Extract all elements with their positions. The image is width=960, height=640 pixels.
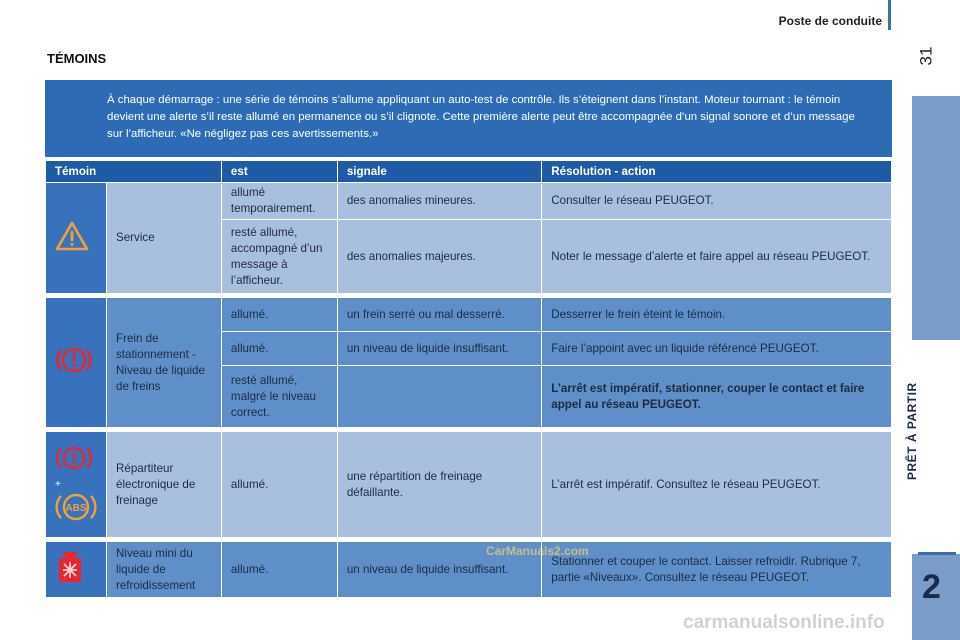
- temoin-name: Répartiteur électronique de freinage: [107, 432, 222, 538]
- table-row: [46, 298, 892, 332]
- cell-est: resté allumé, accompagné d’un message à l’afficheur.: [221, 220, 337, 294]
- page-number: 31: [916, 46, 936, 66]
- cell-action: L’arrêt est impératif, stationner, couper le contact et faire appel au réseau PEUGEOT.: [542, 366, 892, 428]
- table-header-row: [46, 161, 892, 183]
- intro-text: À chaque démarrage : une série de témoins s’allume appliquant un auto-test de contrôle. Ils s’éteignent dans l’instant. Moteur tournant : le témoin devient une alerte s’il reste allumé en permanence ou s’il clignote. Cette première alerte peut être accompagnée d’un signal sonore et d’un message sur l’afficheur. «Ne négligez pas ces avertissements.»: [107, 94, 855, 140]
- temoin-name: Frein de stationnement - Niveau de liquide de freins: [107, 298, 222, 428]
- header-temoin: Témoin: [46, 161, 222, 183]
- watermark-carmanualsonline: carmanualsonline.info: [683, 612, 885, 633]
- temoin-name: Service: [107, 183, 222, 294]
- table-row: [46, 183, 892, 220]
- cell-action: L’arrêt est impératif. Consultez le réseau PEUGEOT.: [542, 432, 892, 538]
- cell-signale: une répartition de freinage défaillante.: [337, 432, 541, 538]
- coolant-level-icon: [46, 542, 107, 598]
- cell-est: allumé.: [221, 432, 337, 538]
- cell-signale: des anomalies mineures.: [337, 183, 541, 220]
- cell-est: allumé.: [221, 332, 337, 366]
- chapter-label: PRÊT À PARTIR: [905, 382, 919, 480]
- cell-action: Noter le message d’alerte et faire appel au réseau PEUGEOT.: [542, 220, 892, 294]
- chapter-number: 2: [922, 568, 941, 606]
- section-title: TÉMOINS: [47, 51, 107, 66]
- chapter-band-gap: [912, 340, 960, 554]
- cell-signale: un frein serré ou mal desserré.: [337, 298, 541, 332]
- table-row: [46, 542, 892, 598]
- warning-lights-table: [45, 160, 892, 598]
- cell-action: Faire l’appoint avec un liquide référencé PEUGEOT.: [542, 332, 892, 366]
- cell-est: allumé.: [221, 298, 337, 332]
- brake-abs-icon: [46, 432, 107, 538]
- header-est: est: [221, 161, 337, 183]
- cell-action: Desserrer le frein éteint le témoin.: [542, 298, 892, 332]
- cell-signale: un niveau de liquide insuffisant.: [337, 332, 541, 366]
- chapter-rule: [918, 552, 956, 555]
- cell-est: allumé temporairement.: [221, 183, 337, 220]
- cell-action: Consulter le réseau PEUGEOT.: [542, 183, 892, 220]
- intro-box: [45, 80, 892, 157]
- svg-text:ABS: ABS: [65, 502, 87, 514]
- cell-signale: des anomalies majeures.: [337, 220, 541, 294]
- cell-signale: un niveau de liquide insuffisant.: [337, 542, 541, 598]
- cell-signale: [337, 366, 541, 428]
- brake-warning-icon: [46, 298, 107, 428]
- cell-action: Stationner et couper le contact. Laisser refroidir. Rubrique 7, partie «Niveaux». Consultez le réseau PEUGEOT.: [542, 542, 892, 598]
- table-row: [46, 432, 892, 538]
- running-header: Poste de conduite: [778, 14, 882, 28]
- cell-est: allumé.: [221, 542, 337, 598]
- header-action: Résolution - action: [542, 161, 892, 183]
- temoin-name: Niveau mini du liquide de refroidissement: [107, 542, 222, 598]
- header-signale: signale: [337, 161, 541, 183]
- warning-triangle-icon: [46, 183, 107, 294]
- cell-est: resté allumé, malgré le niveau correct.: [221, 366, 337, 428]
- plus-sign: +: [55, 478, 61, 490]
- watermark-carmanuals: CarManuals2.com: [486, 544, 589, 558]
- header-rule: [888, 0, 891, 30]
